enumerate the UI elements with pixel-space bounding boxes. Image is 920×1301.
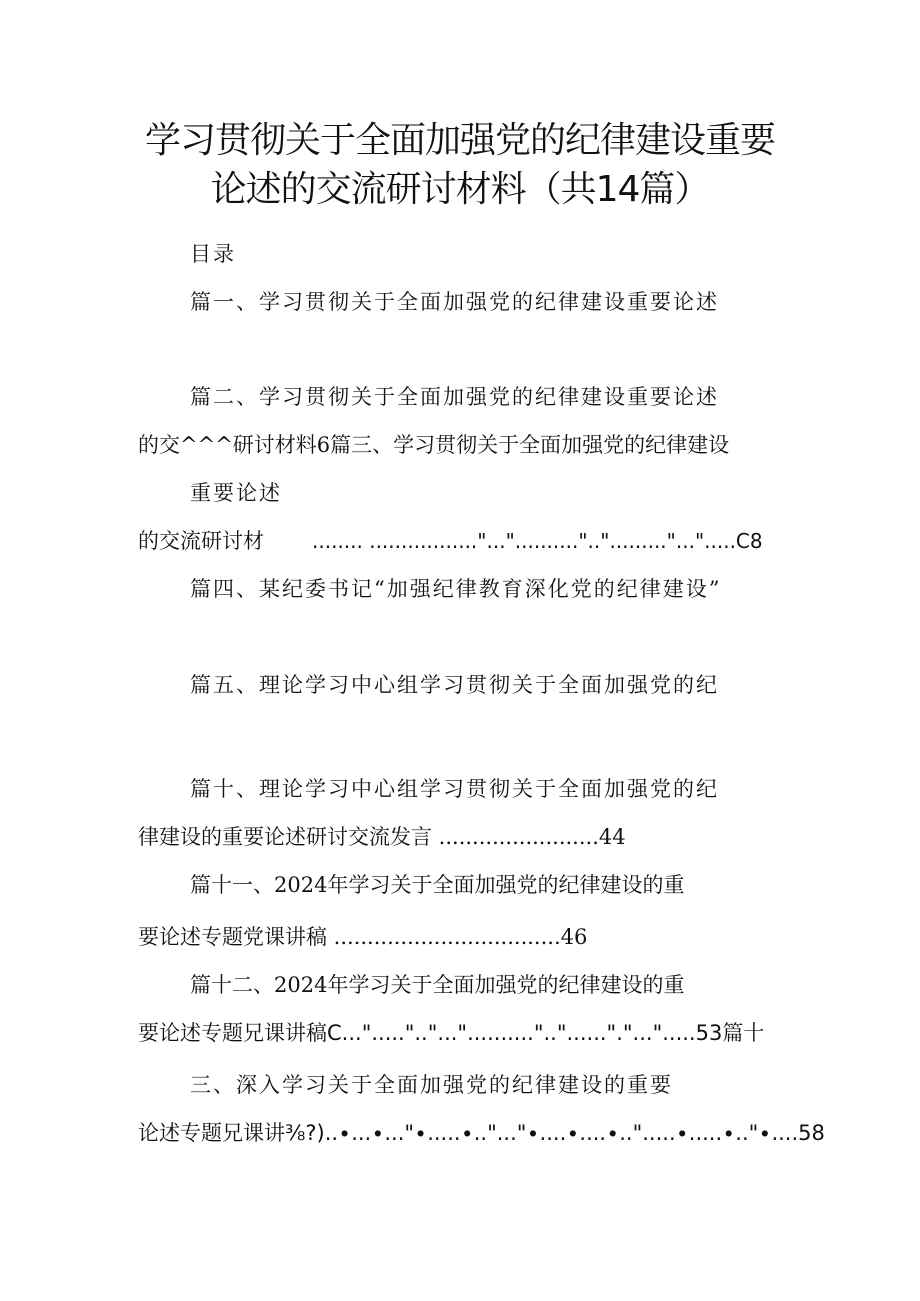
toc-entry-10: 篇十、理论学习中心组学习贯彻关于全面加强党的纪 xyxy=(190,777,719,801)
toc-heading: 目录 xyxy=(190,242,236,266)
toc-entry-13: 三、深入学习关于全面加强党的纪律建设的重要 xyxy=(190,1073,673,1097)
toc-entry-11: 篇十一、2024年学习关于全面加强党的纪律建设的重 xyxy=(190,873,685,897)
document-title-line-1: 学习贯彻关于全面加强党的纪律建设重要 xyxy=(144,120,775,161)
toc-entry-2-cont: 的交^^^研讨材料6篇三、学习贯彻关于全面加强党的纪律建设 xyxy=(138,433,730,457)
toc-entry-5: 篇五、理论学习中心组学习贯彻关于全面加强党的纪 xyxy=(190,673,719,697)
toc-entry-12-cont: 要论述专题兄课讲稿C...".....".."..."..........".."......"."...".....53篇十 xyxy=(138,1021,765,1045)
toc-entry-13-cont: 论述专题兄课讲⅜?)..∙...∙..."∙.....∙.."..."∙....∙....∙..".....∙.....∙.."∙....58 xyxy=(138,1121,825,1145)
toc-entry-2: 篇二、学习贯彻关于全面加强党的纪律建设重要论述 xyxy=(190,385,719,409)
document-title-line-2: 论述的交流研讨材料（共14篇） xyxy=(210,169,710,210)
toc-entry-3-leader: ........ ................."..."..........".."........."...".....C8 xyxy=(312,529,763,553)
toc-entry-1: 篇一、学习贯彻关于全面加强党的纪律建设重要论述 xyxy=(190,290,719,314)
toc-entry-3-tail: 的交流研讨材 xyxy=(138,529,264,553)
toc-entry-3-cont: 重要论述 xyxy=(190,481,282,505)
toc-entry-10-cont: 律建设的重要论述研讨交流发言 ........................44 xyxy=(138,825,626,849)
toc-entry-12: 篇十二、2024年学习关于全面加强党的纪律建设的重 xyxy=(190,973,685,997)
toc-entry-11-cont: 要论述专题党课讲稿 ..................................46 xyxy=(138,925,588,949)
toc-entry-4: 篇四、某纪委书记“加强纪律教育深化党的纪律建设” xyxy=(190,577,722,601)
